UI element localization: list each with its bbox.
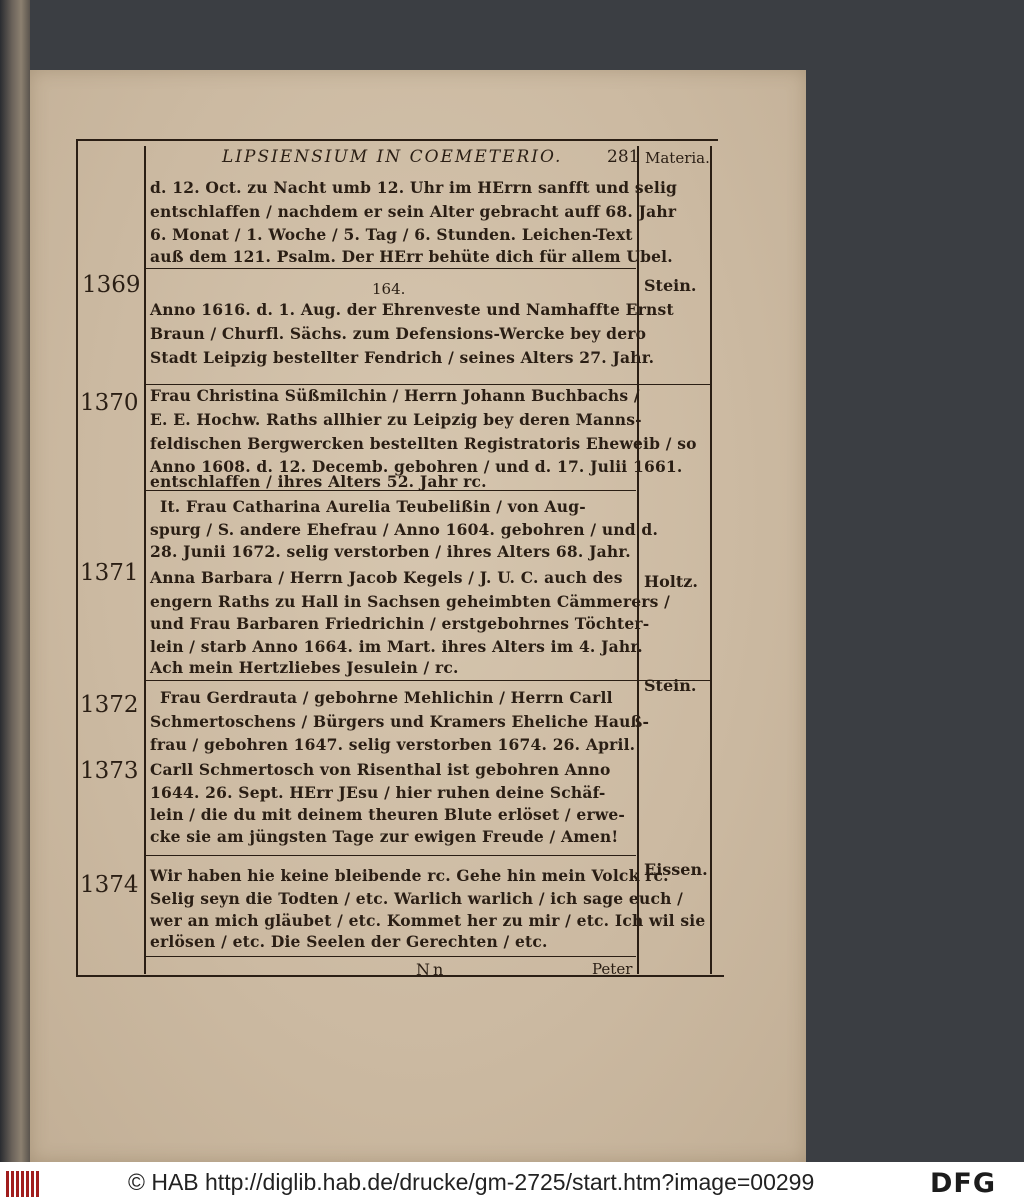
material-column-heading: Materia. <box>645 149 710 167</box>
text-line: cke sie am jüngsten Tage zur ewigen Freude / Amen! <box>150 827 619 846</box>
viewer-footer <box>0 1162 1024 1204</box>
text-line: spurg / S. andere Ehefrau / Anno 1604. gebohren / und d. <box>150 520 659 539</box>
text-line: d. 12. Oct. zu Nacht umb 12. Uhr im HErrn sanfft und selig <box>150 178 678 197</box>
text-line: Stadt Leipzig bestellter Fendrich / seines Alters 27. Jahr. <box>150 348 655 367</box>
centered-number: 164. <box>372 280 406 298</box>
page-number: 281 <box>607 147 640 167</box>
text-line: lein / starb Anno 1664. im Mart. ihres Alters im 4. Jahr. <box>150 637 643 656</box>
catchword: Peter <box>592 960 633 978</box>
entry-number: 1370 <box>80 390 139 416</box>
material-label: Eissen. <box>644 860 708 879</box>
left-outer-rule <box>76 139 78 977</box>
text-line: entschlaffen / ihres Alters 52. Jahr rc. <box>150 472 487 491</box>
number-column-rule <box>144 146 146 974</box>
text-line: engern Raths zu Hall in Sachsen geheimbten Cämmerers / <box>150 592 671 611</box>
text-line: 6. Monat / 1. Woche / 5. Tag / 6. Stunden. Leichen-Text <box>150 225 633 244</box>
text-line: Schmertoschens / Bürgers und Kramers Eheliche Hauß- <box>150 712 650 731</box>
text-line: Wir haben hie keine bleibende rc. Gehe hin mein Volck rc. <box>150 866 669 885</box>
top-rule <box>76 139 718 141</box>
text-line: Frau Gerdrauta / gebohrne Mehlichin / Herrn Carll <box>160 688 613 707</box>
entry-number: 1369 <box>82 272 141 298</box>
text-line: erlösen / etc. Die Seelen der Gerechten / etc. <box>150 932 548 951</box>
text-line: lein / die du mit deinem theuren Blute erlöset / erwe- <box>150 805 626 824</box>
entry-number: 1372 <box>80 692 139 718</box>
entry-number: 1374 <box>80 872 139 898</box>
text-line: E. E. Hochw. Raths allhier zu Leipzig bey deren Manns- <box>150 410 642 429</box>
text-line: wer an mich gläubet / etc. Kommet her zu mir / etc. Ich wil sie <box>150 911 706 930</box>
material-label: Holtz. <box>644 572 698 591</box>
material-label: Stein. <box>644 276 697 295</box>
book-edge <box>0 0 30 1162</box>
right-outer-rule <box>710 146 712 974</box>
separator <box>146 384 710 385</box>
text-line: It. Frau Catharina Aurelia Teubelißin / von Aug- <box>160 497 586 516</box>
signature-mark: Nn <box>416 960 447 979</box>
separator <box>146 855 636 856</box>
text-line: 1644. 26. Sept. HErr JEsu / hier ruhen deine Schäf- <box>150 783 606 802</box>
text-line: Ach mein Hertzliebes Jesulein / rc. <box>150 658 459 677</box>
text-line: Braun / Churfl. Sächs. zum Defensions-Wercke bey dero <box>150 324 647 343</box>
text-line: 28. Junii 1672. selig verstorben / ihres Alters 68. Jahr. <box>150 542 631 561</box>
text-line: Carll Schmertosch von Risenthal ist gebohren Anno <box>150 760 611 779</box>
scanner-background-right <box>806 70 1024 1162</box>
running-title: LIPSIENSIUM IN COEMETERIO. <box>222 147 563 167</box>
material-column-rule <box>637 146 639 974</box>
text-line: Anno 1616. d. 1. Aug. der Ehrenveste und Namhaffte Ernst <box>150 300 674 319</box>
scanner-background <box>30 0 1024 70</box>
separator <box>146 680 710 681</box>
text-line: frau / gebohren 1647. selig verstorben 1674. 26. April. <box>150 735 636 754</box>
material-label: Stein. <box>644 676 697 695</box>
text-line: Frau Christina Süßmilchin / Herrn Johann Buchbachs / <box>150 386 640 405</box>
dfg-logo: DFG <box>930 1168 997 1199</box>
separator <box>146 268 636 269</box>
entry-number: 1371 <box>80 560 139 586</box>
text-line: feldischen Bergwercken bestellten Registratoris Eheweib / so <box>150 434 697 453</box>
text-line: Anna Barbara / Herrn Jacob Kegels / J. U. C. auch des <box>150 568 623 587</box>
text-line: und Frau Barbaren Friedrichin / erstgebohrnes Töchter- <box>150 614 650 633</box>
separator <box>146 956 636 957</box>
text-line: Selig seyn die Todten / etc. Warlich warlich / ich sage euch / <box>150 889 684 908</box>
entry-number: 1373 <box>80 758 139 784</box>
source-url-text: © HAB http://diglib.hab.de/drucke/gm-2725/start.htm?image=00299 <box>128 1169 815 1195</box>
text-line: entschlaffen / nachdem er sein Alter gebracht auff 68. Jahr <box>150 202 677 221</box>
text-line: auß dem 121. Psalm. Der HErr behüte dich für allem Ubel. <box>150 247 673 266</box>
text-line: Anno 1608. d. 12. Decemb. gebohren / und d. 17. Julii 1661. <box>150 457 683 476</box>
hab-logo-icon <box>6 1171 46 1197</box>
